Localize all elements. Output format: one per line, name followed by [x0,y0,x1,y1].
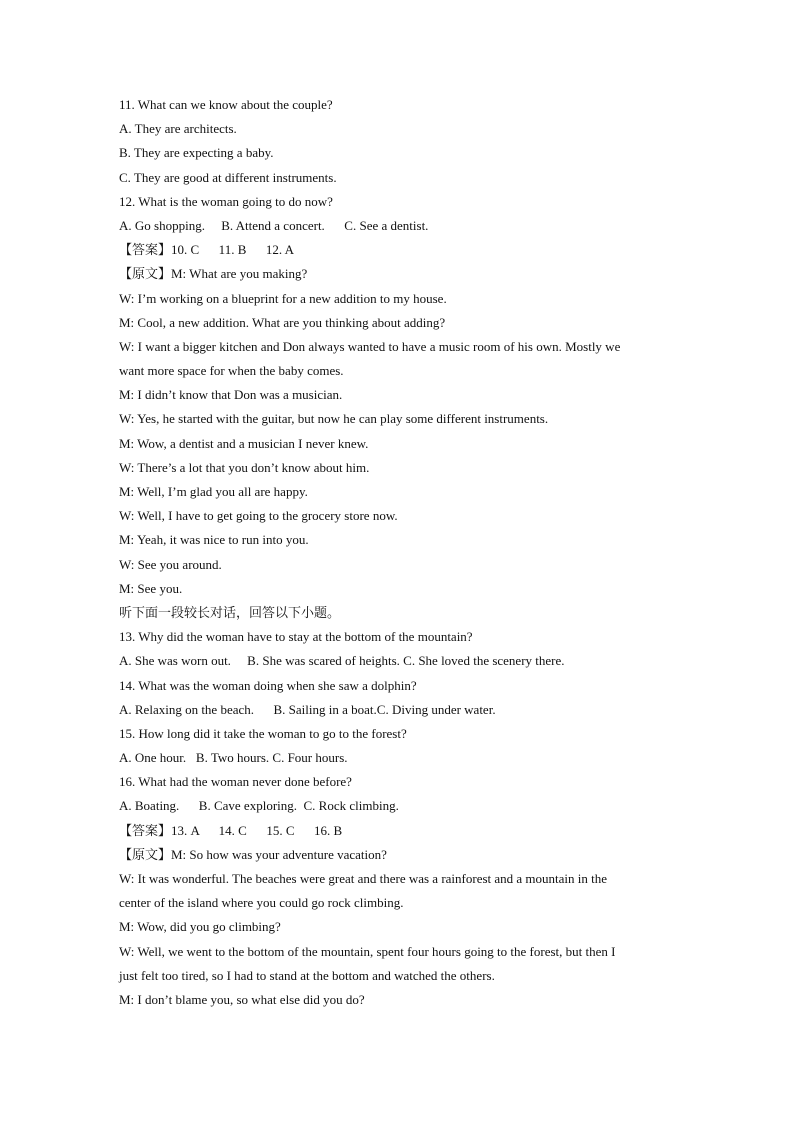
transcript-line: M: Well, I’m glad you all are happy. [119,484,308,499]
transcript-line: W: Yes, he started with the guitar, but now he can play some different instruments. [119,411,549,427]
option-line: A. She was worn out. B. She was scared of heights. C. She loved the scenery there. [119,653,565,669]
transcript-line: center of the island where you could go rock climbing. [119,895,404,911]
section-instruction: 听下面一段较长对话，回答以下小题。 [119,604,341,620]
question-line: 16. What had the woman never done before? [119,774,352,790]
option-line: A. Boating. B. Cave exploring. C. Rock climbing. [119,798,399,814]
transcript-line: W: There’s a lot that you don’t know about him. [119,459,370,475]
transcript-line: M: Wow, a dentist and a musician I never knew. [119,435,369,451]
transcript-line: M: Cool, a new addition. What are you thinking about adding? [119,314,446,330]
transcript-line: W: Well, we went to the bottom of the mountain, spent four hours going to the forest, but then I [119,943,616,959]
answer-line: 【答案】13. A 14. C 15. C 16. B [119,822,343,838]
transcript-line: W: I’m working on a blueprint for a new addition to my house. [119,290,447,306]
question-line: 15. How long did it take the woman to go to the forest? [119,725,407,741]
transcript-line: 【原文】M: What are you making? [119,266,308,282]
transcript-line: W: It was wonderful. The beaches were great and there was a rainforest and a mountain in the [119,871,608,886]
transcript-line: W: See you around. [119,556,222,572]
transcript-line: M: I don’t blame you, so what else did you do? [119,991,365,1007]
question-line: 11. What can we know about the couple? [119,97,333,112]
answer-line: 【答案】10. C 11. B 12. A [119,242,295,258]
transcript-line: W: I want a bigger kitchen and Don always wanted to have a music room of his own. Mostly we [119,338,621,354]
transcript-line: M: I didn’t know that Don was a musician. [119,387,343,403]
transcript-line: 【原文】M: So how was your adventure vacation? [119,846,387,862]
question-line: 13. Why did the woman have to stay at the bottom of the mountain? [119,629,473,645]
option-line: A. Go shopping. B. Attend a concert. C. See a dentist. [119,217,429,233]
option-line: A. Relaxing on the beach. B. Sailing in a boat.C. Diving under water. [119,701,496,717]
option-line: C. They are good at different instruments. [119,169,337,185]
transcript-line: W: Well, I have to get going to the grocery store now. [119,508,398,524]
option-line: A. They are architects. [119,121,237,137]
document-body [119,93,679,1012]
transcript-line: want more space for when the baby comes. [119,363,344,379]
transcript-line: just felt too tired, so I had to stand at the bottom and watched the others. [119,967,495,983]
question-line: 14. What was the woman doing when she saw a dolphin? [119,677,417,693]
option-line: B. They are expecting a baby. [119,145,274,161]
option-line: A. One hour. B. Two hours. C. Four hours. [119,750,348,766]
question-line: 12. What is the woman going to do now? [119,193,333,209]
transcript-line: M: See you. [119,580,183,596]
transcript-line: M: Wow, did you go climbing? [119,919,281,935]
transcript-line: M: Yeah, it was nice to run into you. [119,532,309,548]
